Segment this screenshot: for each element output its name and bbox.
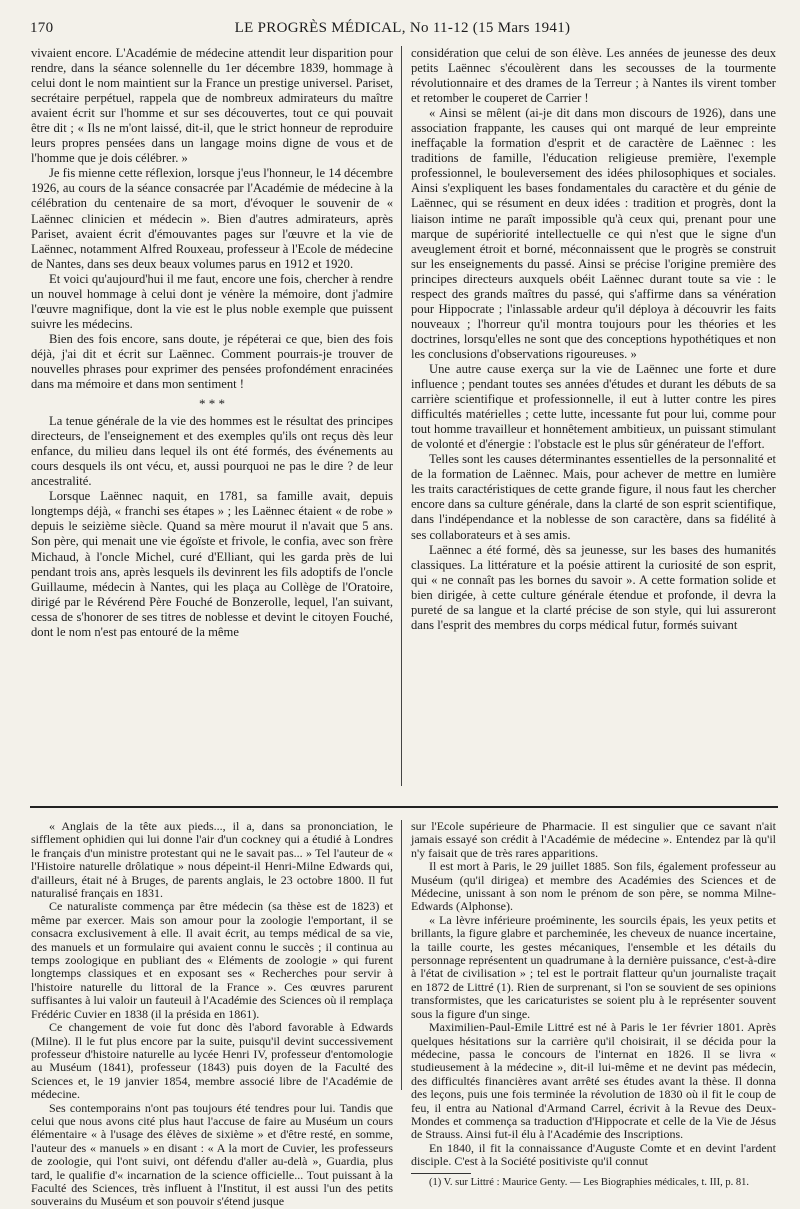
footnote: (1) V. sur Littré : Maurice Genty. — Les Biographies médicales, t. III, p. 81. [429, 1176, 749, 1188]
paragraph: En 1840, il fit la connaissance d'Auguste Comte et en devint l'ardent disciple. C'est à la Société positiviste qu'il connut [411, 1140, 776, 1169]
column-divider [401, 46, 402, 786]
page-number: 170 [30, 20, 54, 36]
biography-column-left [31, 819, 393, 1209]
paragraph: considération que celui de son élève. Les années de jeunesse des deux petits Laënnec s'écoulèrent dans les secousses de la tourmente révolutionnaire et des drames de la Terreur ; à Nantes ils virent tomber et retomber le couperet de Carrier ! [411, 46, 776, 106]
article-column-right [411, 46, 776, 786]
section-separator: * * * [199, 396, 225, 412]
column-divider [401, 820, 402, 1090]
section-rule [30, 806, 778, 808]
paragraph: Et voici qu'aujourd'hui il me faut, encore une fois, chercher à rendre un nouvel hommage à celui dont je vénère la mémoire, dont j'admire l'œuvre magnifique, dont la vie est le plus noble exemple que puissent suivre les médecins. [31, 271, 393, 331]
paragraph: Laënnec a été formé, dès sa jeunesse, sur les bases des humanités classiques. La littérature et la poésie attirent la curiosité de son esprit, qui « ne connaît pas les bornes du savoir ». A cette formation solide et bien dirigée, à cette culture générale étendue et profonde, il devra la pureté de sa langue et la clarté précise de son style, qui lui assureront dans l'esprit des membres du corps médical futur, formés suivant [411, 542, 776, 632]
running-header [30, 20, 775, 42]
paragraph: « Ainsi se mêlent (ai-je dit dans mon discours de 1926), dans une association frappante, les causes qui ont marqué de leur empreinte ineffaçable la formation d'esprit et de caractère de Laënnec : les traditions de famille, l'éducation religieuse première, l'exemple professionnel, le bouleversement des idées philosophiques et sociales. Ainsi s'expliquent les bases fondamentales du caractère et du génie de Laënnec, qui se résument en deux idées : tradition et progrès, dont la liaison intime ne paraît impossible qu'à ceux qui, prenant pour une marque de supériorité intellectuelle ce qui n'est que le signe d'un aveuglement étroit et borné, méconnaissent que le progrès se construit sur les enseignements du passé. Ainsi se précise l'origine première des principes directeurs auxquels obéit Laënnec durant toute sa vie : le respect des grands maîtres du passé, qui s'affirme dans sa vénération pour Hippocrate ; l'inlassable ardeur qu'il déploya à découvrir les faits nouveaux ; l'horreur qu'il montra toujours pour les théories et les doctrines, lorsqu'elles ne sont que des conceptions hypothétiques et non les conclusions d'observations rigoureuses. » [411, 106, 776, 361]
paragraph: Je fis mienne cette réflexion, lorsque j'eus l'honneur, le 14 décembre 1926, au cours de la séance consacrée par l'Académie de médecine à la célébration du centenaire de sa mort, d'évoquer le souvenir de « Laënnec clinicien et médecin ». Bien d'autres admirateurs, après Pariset, avaient écrit d'émouvantes pages sur l'œuvre et la vie de Laënnec, notamment Alfred Rouxeau, professeur à l'Ecole de médecine de Nantes, dans ses deux beaux volumes parus en 1912 et 1920. [31, 166, 393, 271]
footnote-rule [411, 1173, 471, 1174]
biography-column-right [411, 819, 776, 1188]
paragraph: « La lèvre inférieure proéminente, les sourcils épais, les yeux petits et brillants, la figure glabre et parcheminée, les cheveux de nuance incertaine, la taille courte, les gestes mécaniques, l'ensemble et les détails du personnage représentent un quadrumane à la dernière puissance, c'est-à-dire à l'état de civilisation » ; tel est le portrait flatteur qu'un journaliste traçait en 1872 de Littré (1). Rien de surprenant, si l'on se souvient de ses opinions transformistes, que les caricaturistes se soient plu à le représenter souvent sous la figure d'un singe. [411, 912, 776, 1021]
paragraph: Lorsque Laënnec naquit, en 1781, sa famille avait, depuis longtemps déjà, « franchi ses étapes » ; les Laënnec étaient « de robe » depuis le seizième siècle. Quand sa mère mourut il n'avait que 5 ans. Son père, qui menait une vie égoïste et frivole, le confia, avec son frère Michaud, à l'oncle Michel, curé d'Elliant, qui les garda près de lui pendant trois ans, après lesquels ils devinrent les fils adoptifs de l'oncle Guillaume, médecin à Nantes, qui les plaça au Collège de l'Oratoire, dirigé par le Révérend Père Fouché de Bonzerolle, lequel, l'an suivant, cessa de s'honorer de ses titres de noblesse et devint le citoyen Fouché, dont le nom n'est pas entouré de la même [31, 489, 393, 639]
paragraph: Telles sont les causes déterminantes essentielles de la personnalité et de la formation de Laënnec. Mais, pour achever de mettre en lumière les traits caractéristiques de cette grande figure, il nous faut les chercher encore dans sa culture générale, dans la clarté de son esprit scientifique, dans l'indépendance et la noblesse de son caractère, dans sa fidélité à ses collaborateurs et à ses amis. [411, 452, 776, 542]
paragraph: Ses contemporains n'ont pas toujours été tendres pour lui. Tandis que celui que nous avons cité plus haut l'accuse de faire au Muséum un cours élémentaire « à l'usage des élèves de sixième » et d'être resté, en somme, l'auteur des « manuels » en disant : « A la mort de Cuvier, les professeurs de zoologie, qui l'ont suivi, ont défendu d'aller au-delà », Guardia, plus tard, le qualifie d'« incarnation de la science officielle... Tout puissant à la Faculté des Sciences, très influent à l'Institut, il est aussi l'un des petits souverains du Muséum et son pouvoir s'étend jusque [31, 1100, 393, 1209]
paragraph: Une autre cause exerça sur la vie de Laënnec une forte et dure influence ; pendant toutes ses années d'études et durant les débuts de sa carrière scientifique et professionnelle, il eut à lutter contre les pires difficultés matérielles ; cette lutte, incessante fut pour lui, comme pour tout homme travailleur et honnêtement ambitieux, un puissant stimulant de volonté et d'énergie : l'obstacle est le plus sûr générateur de l'effort. [411, 361, 776, 452]
running-title: LE PROGRÈS MÉDICAL, No 11-12 (15 Mars 1941) [234, 20, 571, 36]
paragraph: vivaient encore. L'Académie de médecine attendit leur disparition pour rendre, dans la séance solennelle du 1er décembre 1839, hommage à celui dont le nom maintient sur la France un prestige universel. Pariset, secrétaire perpétuel, rappela que de nombreux admirateurs du maître avaient écrit sur l'homme et sur ses découvertes, tout ce qui pouvait être dit ; « Ils ne m'ont laissé, dit-il, que le strict honneur de reproduire leurs propres pensées dans un langage moins digne de vous et de l'homme que je dois célébrer. » [31, 46, 393, 166]
paragraph: La tenue générale de la vie des hommes est le résultat des principes directeurs, de l'enseignement et des exemples qu'ils ont reçus dès leur enfance, du milieu dans lequel ils ont été formés, des événements au cours desquels ils ont vécu, et, aussi pourquoi ne pas le dire ? de leur ancestralité. [31, 414, 393, 489]
paragraph: Ce naturaliste commença par être médecin (sa thèse est de 1823) et même par exercer. Mais son amour pour la zoologie l'emportant, il se consacra exclusivement à elle. Il avait écrit, au temps médical de sa vie, des manuels et un formulaire qui avaient connu le succès ; il continua au temps zoologique en publiant des « Eléments de zoologie » qui furent longtemps classiques et en exposant ses « Recherches pour servir à l'histoire naturelle du littoral de la France ». Ces œuvres parurent suffisantes à lui valoir un fauteuil à l'Académie des Sciences où il remplaça Frédéric Cuvier en 1838 (il la présida en 1861). [31, 899, 393, 1021]
paragraph: sur l'Ecole supérieure de Pharmacie. Il est singulier que ce savant n'ait jamais essayé son crédit à l'Académie de médecine ». Entendez par là qu'il n'y faisait que de très rares apparitions. [411, 819, 776, 860]
paragraph: Bien des fois encore, sans doute, je répéterai ce que, bien des fois déjà, j'ai dit et écrit sur Laënnec. Comment pourrais-je trouver de nouvelles phrases pour exprimer des pensées profondément enracinées dans ma mémoire et dans mon sentiment ! [31, 331, 393, 392]
paragraph: Ce changement de voie fut donc dès l'abord favorable à Edwards (Milne). Il le fut plus encore par la suite, puisqu'il devint successivement professeur d'histoire naturelle au lycée Henri IV, professeur d'entomologie au Muséum (1841), professeur (1843) puis doyen de la Faculté des Sciences et, le 19 janvier 1854, membre associé libre de l'Académie de médecine. [31, 1020, 393, 1102]
paragraph: Il est mort à Paris, le 29 juillet 1885. Son fils, également professeur au Muséum (qu'il dirigea) et membre des Académies des Sciences et de Médecine, unissant à son nom le prénom de son père, se nomma Milne-Edwards (Alphonse). [411, 859, 776, 914]
article-column-left [31, 46, 393, 786]
paragraph: Maximilien-Paul-Emile Littré est né à Paris le 1er février 1801. Après quelques hésitations sur la carrière qu'il choisirait, il se décida pour la médecine, passa le concours de l'internat en 1826. Il se livra « studieusement à la médecine », dit-il lui-même et ne devint pas médecin, des difficultés financières avant arrêté ses études avant la thèse. Il donna des leçons, puis une fois terminée la révolution de 1830 où il fit le coup de feu, il entra au National d'Armand Carrel, écrivit à la Revue des Deux-Mondes et commença sa traduction d'Hippocrate et celle de la Vie de Jésus de Strauss. Ainsi fut-il élu à l'Académie des Inscriptions. [411, 1020, 776, 1142]
paragraph: « Anglais de la tête aux pieds..., il a, dans sa prononciation, le sifflement ophidien qui lui donne l'air d'un cockney qui a étudié à Londres le français d'un ministre protestant qui ne le savait pas... » Tel l'auteur de « l'Histoire naturelle drôlatique » nous dépeint-il Henri-Milne Edwards qui, d'ailleurs, était né à Bruges, de parents anglais, le 23 octobre 1800. Il fut naturalisé français en 1831. [31, 819, 393, 901]
